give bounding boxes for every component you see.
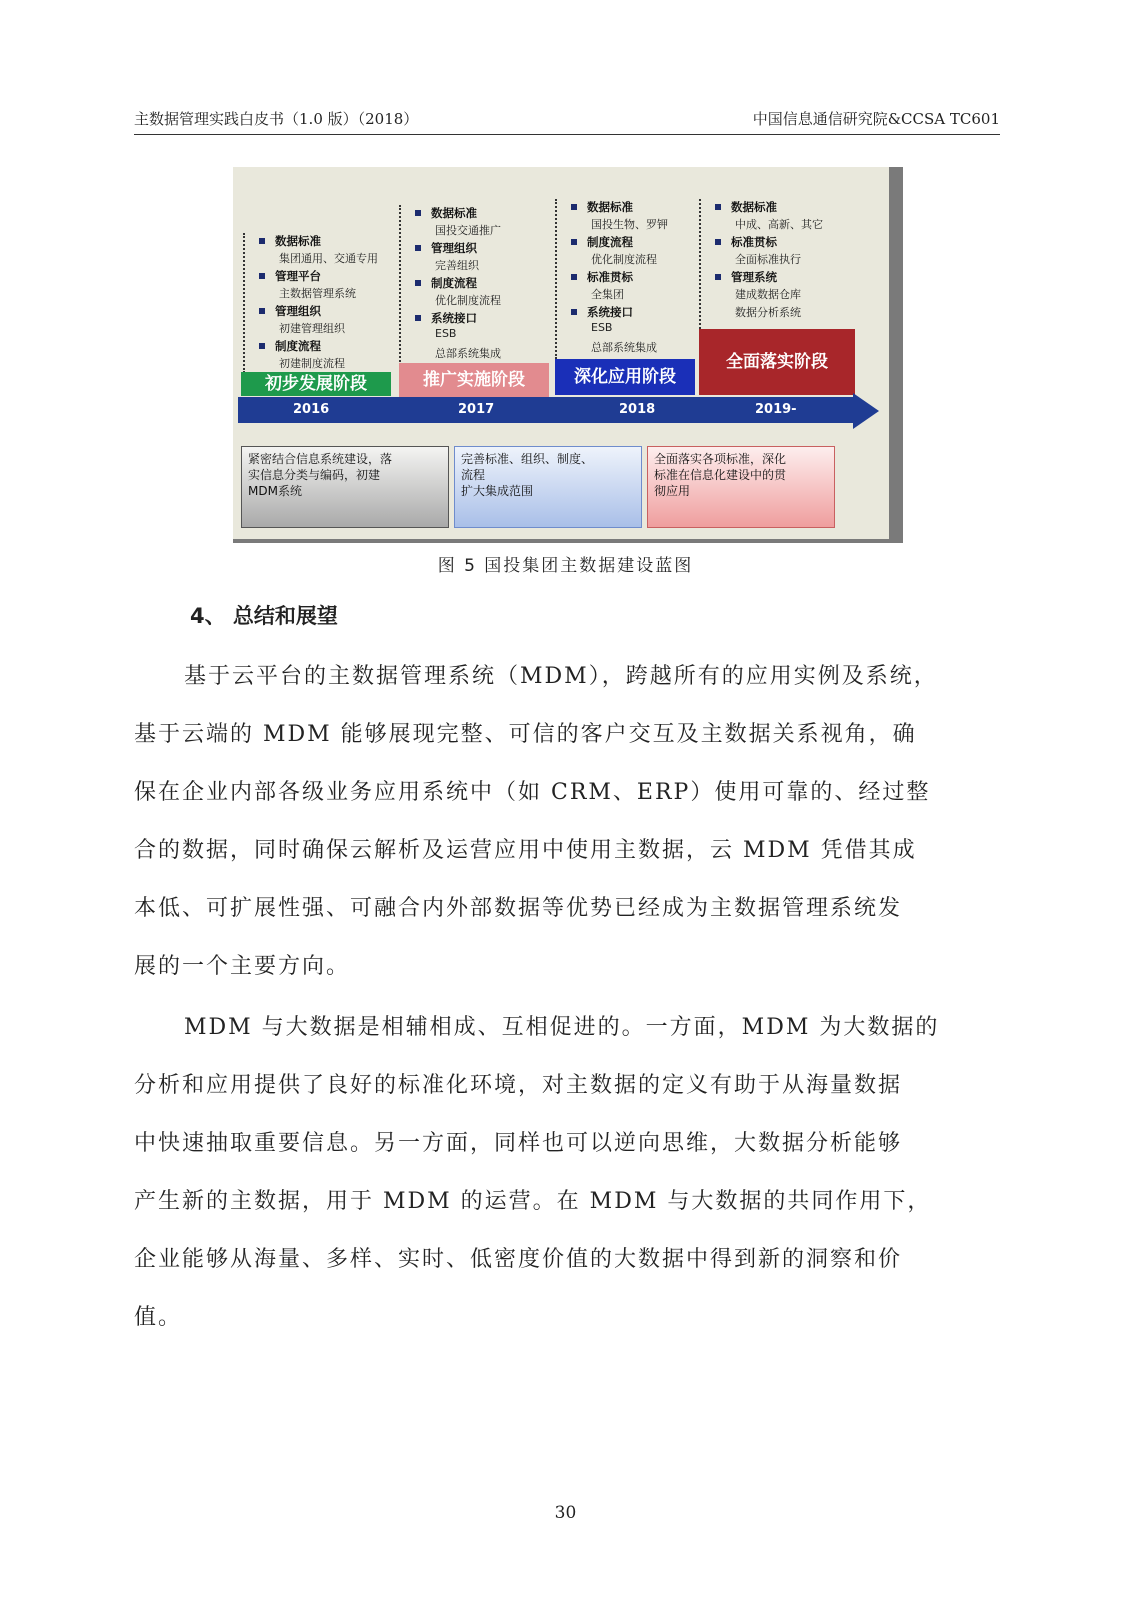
year-label: 2018 xyxy=(619,402,656,417)
summary-box-2: 完善标准、组织、制度、 流程 扩大集成范围 xyxy=(454,446,642,528)
paragraph-line: 基于云端的 MDM 能够展现完整、可信的客户交互及主数据关系视角，确 xyxy=(134,722,917,747)
summary-box-3: 全面落实各项标准，深化 标准在信息化建设中的贯 彻应用 xyxy=(647,446,835,528)
stage-item: 标准贯标 xyxy=(715,234,777,250)
summary-box-1: 紧密结合信息系统建设，落 实信息分类与编码，初建 MDM系统 xyxy=(241,446,449,528)
stage-item: 数据标准 xyxy=(571,199,633,215)
stage-item-desc: 主数据管理系统 xyxy=(279,287,356,300)
stage-item-desc: 优化制度流程 xyxy=(591,253,657,266)
stage-item-desc: 国投生物、罗钾 xyxy=(591,218,668,231)
figure-caption: 图 5 国投集团主数据建设蓝图 xyxy=(437,556,694,576)
page-header xyxy=(134,104,1000,135)
paragraph-line: 展的一个主要方向。 xyxy=(134,954,351,979)
stage-label-3: 深化应用阶段 xyxy=(555,359,695,395)
paragraph-line: 保在企业内部各级业务应用系统中（如 CRM、ERP）使用可靠的、经过整 xyxy=(134,780,931,805)
paragraph-1 xyxy=(134,648,938,996)
header-organization: 中国信息通信研究院&CCSA TC601 xyxy=(752,110,1000,128)
stage-item-desc: ESB xyxy=(435,327,457,340)
paragraph-line: 分析和应用提供了良好的标准化环境，对主数据的定义有助于从海量数据 xyxy=(134,1073,903,1098)
stage-item-desc: 全面标准执行 xyxy=(735,253,801,266)
stage-item-desc: 集团通用、交通专用 xyxy=(279,252,378,265)
stage-item: 制度流程 xyxy=(259,338,321,354)
stage-item: 系统接口 xyxy=(571,304,633,320)
stage-item-desc: 总部系统集成 xyxy=(435,347,501,360)
stage-item: 管理系统 xyxy=(715,269,777,285)
stage-item: 管理组织 xyxy=(415,240,477,256)
stage-item-desc: 建成数据仓库 xyxy=(735,288,801,301)
stage-item: 管理组织 xyxy=(259,303,321,319)
stage-item: 制度流程 xyxy=(415,275,477,291)
paragraph-line: 本低、可扩展性强、可融合内外部数据等优势已经成为主数据管理系统发 xyxy=(134,896,903,921)
stage-item: 数据标准 xyxy=(259,233,321,249)
stage-item: 系统接口 xyxy=(415,310,477,326)
year-label: 2017 xyxy=(458,402,495,417)
stage-item-desc: 中成、高新、其它 xyxy=(735,218,823,231)
stage-item-desc: 初建制度流程 xyxy=(279,357,345,370)
stage-item-desc: 总部系统集成 xyxy=(591,341,657,354)
stage-item-desc: 完善组织 xyxy=(435,259,479,272)
stage-item: 标准贯标 xyxy=(571,269,633,285)
stage-item: 制度流程 xyxy=(571,234,633,250)
page-number: 30 xyxy=(554,1503,577,1523)
stage-item-desc: ESB xyxy=(591,321,613,334)
stage-item: 数据标准 xyxy=(715,199,777,215)
paragraph-line: 中快速抽取重要信息。另一方面，同样也可以逆向思维，大数据分析能够 xyxy=(134,1131,903,1156)
stage-item: 管理平台 xyxy=(259,268,321,284)
stage-item-desc: 国投交通推广 xyxy=(435,224,501,237)
header-title: 主数据管理实践白皮书（1.0 版）（2018） xyxy=(134,110,419,128)
stage-item-desc: 数据分析系统 xyxy=(735,306,801,319)
stage-item: 数据标准 xyxy=(415,205,477,221)
year-label: 2016 xyxy=(293,402,330,417)
stage-item-desc: 全集团 xyxy=(591,288,624,301)
paragraph-line: 合的数据，同时确保云解析及运营应用中使用主数据，云 MDM 凭借其成 xyxy=(134,838,917,863)
stage-label-1: 初步发展阶段 xyxy=(241,372,391,396)
section-heading: 4、 总结和展望 xyxy=(190,604,338,628)
paragraph-line: 值。 xyxy=(134,1305,183,1330)
timeline-arrow-icon xyxy=(853,393,879,429)
paragraph-line: 企业能够从海量、多样、实时、低密度价值的大数据中得到新的洞察和价 xyxy=(134,1247,903,1272)
blueprint-figure xyxy=(233,167,905,543)
stage-label-4: 全面落实阶段 xyxy=(699,329,855,395)
paragraph-line: MDM 与大数据是相辅相成、互相促进的。一方面，MDM 为大数据的 xyxy=(184,1015,940,1040)
stage-label-2: 推广实施阶段 xyxy=(399,363,549,397)
stage-item-desc: 优化制度流程 xyxy=(435,294,501,307)
paragraph-line: 基于云平台的主数据管理系统（MDM），跨越所有的应用实例及系统， xyxy=(184,664,938,689)
paragraph-2 xyxy=(134,999,939,1347)
stage-item-desc: 初建管理组织 xyxy=(279,322,345,335)
year-label: 2019- xyxy=(755,402,797,417)
paragraph-line: 产生新的主数据，用于 MDM 的运营。在 MDM 与大数据的共同作用下， xyxy=(134,1189,932,1214)
